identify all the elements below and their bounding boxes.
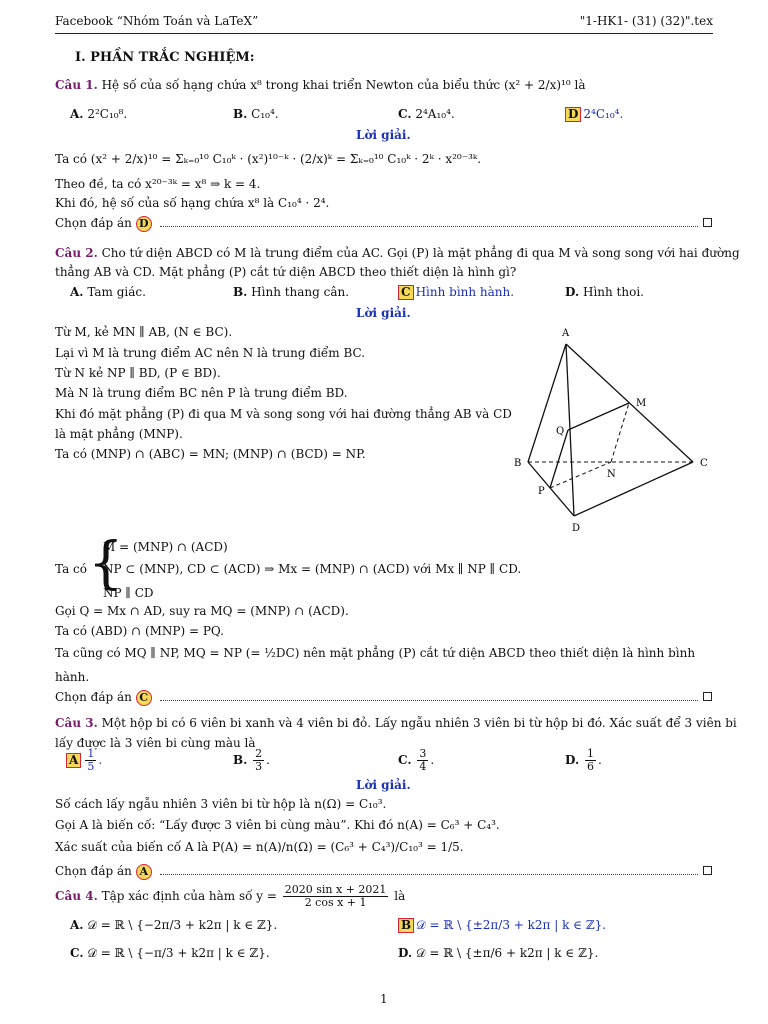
q3-answer-circle: A [136,864,152,880]
dotted-leader [160,700,698,701]
q2-sol-line: là mặt phẳng (MNP). [55,427,183,441]
q2-label: Câu 2. [55,246,98,260]
q4-option-d[interactable]: D. 𝒟 = ℝ \ {±π/6 + k2π | k ∈ ℤ}. [398,946,599,960]
q3-option-d[interactable]: D. $\frac{1}{6}$ . [565,747,602,773]
figure-label-p: P [538,486,545,497]
q2-sol-line: Từ N kẻ NP ∥ BD, (P ∈ BD). [55,366,221,380]
figure-label-a: A [562,328,570,339]
q3-option-a[interactable]: A $\frac{1}{5}$ . [66,748,102,773]
figure-label-q: Q [556,426,565,437]
system-brace: { [88,531,124,596]
q2-answer: Chọn đáp án C [55,690,152,706]
q4-label: Câu 4. [55,889,98,903]
qed-square [703,866,712,875]
tetrahedron-figure [508,322,718,534]
q1-option-a[interactable]: A. 2²C₁₀⁸. [70,107,128,121]
header-right: "1-HK1- (31) (32)".tex [579,14,713,28]
figure-label-d: D [572,523,581,534]
section-title: I. PHẦN TRẮC NGHIỆM: [75,50,255,65]
q2-option-d[interactable]: D. Hình thoi. [565,285,644,299]
dotted-leader [160,874,698,875]
q2-system-line: NP ⊂ (MNP), CD ⊂ (ACD) ⇒ Mx = (MNP) ∩ (ACD) với Mx ∥ NP ∥ CD. [103,562,522,576]
q2-sol2-line: Ta cũng có MQ ∥ NP, MQ = NP (= ½DC) nên mặt phẳng (P) cắt tứ diện ABCD theo thiết diện là hình bình [55,646,696,660]
q2-sol-line: Ta có (MNP) ∩ (ABC) = MN; (MNP) ∩ (BCD) = NP. [55,447,366,461]
q2-system-line: M = (MNP) ∩ (ACD) [103,540,228,554]
q2-option-b[interactable]: B. Hình thang cân. [233,285,350,299]
q1-sol-line: Ta có (x² + 2/x)¹⁰ = Σₖ₌₀¹⁰ C₁₀ᵏ · (x²)¹⁰⁻ᵏ · (2/x)ᵏ = Σₖ₌₀¹⁰ C₁₀ᵏ · 2ᵏ · x²⁰⁻³ᵏ. [55,152,482,166]
q3-sol-line: Số cách lấy ngẫu nhiên 3 viên bi từ hộp là n(Ω) = C₁₀³. [55,797,387,811]
q3-answer: Chọn đáp án A [55,864,152,880]
q4-stem: Câu 4. Tập xác định của hàm số y = $\frac{\text{2020 sin x + 2021}}{\text{2 cos x + 1}}$ là [55,883,406,909]
q3-stem-1: Câu 3. Một hộp bi có 6 viên bi xanh và 4 viên bi đỏ. Lấy ngẫu nhiên 3 viên bi từ hộp bi đó. Xác suất để 3 viên bi [55,716,737,730]
q1-label: Câu 1. [55,78,98,92]
q3-sol-line: Xác suất của biến cố A là P(A) = n(A)/n(Ω) = (C₆³ + C₄³)/C₁₀³ = 1/5. [55,840,464,854]
header-rule [55,33,713,34]
figure-label-b: B [514,458,522,469]
figure-label-c: C [700,458,708,469]
qed-square [703,692,712,701]
q2-sol-line: Khi đó mặt phẳng (P) đi qua M và song song với hai đường thẳng AB và CD [55,407,512,421]
q1-text-end: là [574,78,586,92]
q3-stem-2: lấy được là 3 viên bi cùng màu là [55,736,256,750]
q3-sol-line: Gọi A là biến cố: “Lấy được 3 viên bi cùng màu”. Khi đó n(A) = C₆³ + C₄³. [55,818,500,832]
q2-sol2-line: hành. [55,670,90,684]
header-left: Facebook “Nhóm Toán và LaTeX” [55,14,259,28]
q3-option-c[interactable]: C. $\frac{3}{4}$ . [398,747,435,773]
q1-option-d[interactable]: D 2⁴C₁₀⁴. [565,107,623,122]
q2-sol-line: Mà N là trung điểm BC nên P là trung điểm BD. [55,386,348,400]
figure-label-m: M [636,398,647,409]
q1-solution-title: Lời giải. [356,128,411,142]
q2-option-c[interactable]: C Hình bình hành. [398,285,514,300]
q4-option-b[interactable]: B 𝒟 = ℝ \ {±2π/3 + k2π | k ∈ ℤ}. [398,918,606,933]
q1-expr: (x² + 2/x)¹⁰ [503,78,571,92]
q1-option-c[interactable]: C. 2⁴A₁₀⁴. [398,107,455,121]
q1-stem [55,78,586,92]
q2-sol2-line: Ta có (ABD) ∩ (MNP) = PQ. [55,624,224,638]
q1-option-b[interactable]: B. C₁₀⁴. [233,107,279,121]
q2-system-line: NP ∥ CD [103,586,154,600]
q2-system-prefix: Ta có [55,562,87,576]
q1-text: Hệ số của số hạng chứa x⁸ trong khai triển Newton của biểu thức [101,78,501,92]
q1-answer: Chọn đáp án D [55,216,152,232]
dotted-leader [160,226,698,227]
q2-sol-line: Lại vì M là trung điểm AC nên N là trung điểm BC. [55,346,366,360]
q3-solution-title: Lời giải. [356,778,411,792]
q3-label: Câu 3. [55,716,98,730]
q2-sol-line: Từ M, kẻ MN ∥ AB, (N ∈ BC). [55,325,233,339]
qed-square [703,218,712,227]
figure-label-n: N [607,469,616,480]
q2-solution-title: Lời giải. [356,306,411,320]
q1-sol-line: Khi đó, hệ số của số hạng chứa x⁸ là C₁₀⁴ · 2⁴. [55,196,330,210]
q2-sol2-line: Gọi Q = Mx ∩ AD, suy ra MQ = (MNP) ∩ (ACD). [55,604,349,618]
q2-option-a[interactable]: A. Tam giác. [70,285,146,299]
q3-option-b[interactable]: B. $\frac{2}{3}$ . [233,747,270,773]
q1-sol-line: Theo đề, ta có x²⁰⁻³ᵏ = x⁸ ⇒ k = 4. [55,177,261,191]
q4-option-c[interactable]: C. 𝒟 = ℝ \ {−π/3 + k2π | k ∈ ℤ}. [70,946,270,960]
q1-answer-circle: D [136,216,152,232]
page-number: 1 [380,992,388,1006]
q2-stem-2: thẳng AB và CD. Mặt phẳng (P) cắt tứ diện ABCD theo thiết diện là hình gì? [55,265,517,279]
q2-answer-circle: C [136,690,152,706]
q4-option-a[interactable]: A. 𝒟 = ℝ \ {−2π/3 + k2π | k ∈ ℤ}. [70,918,278,932]
q2-stem-1: Câu 2. Cho tứ diện ABCD có M là trung điểm của AC. Gọi (P) là mặt phẳng đi qua M và song song với hai đường [55,246,740,260]
